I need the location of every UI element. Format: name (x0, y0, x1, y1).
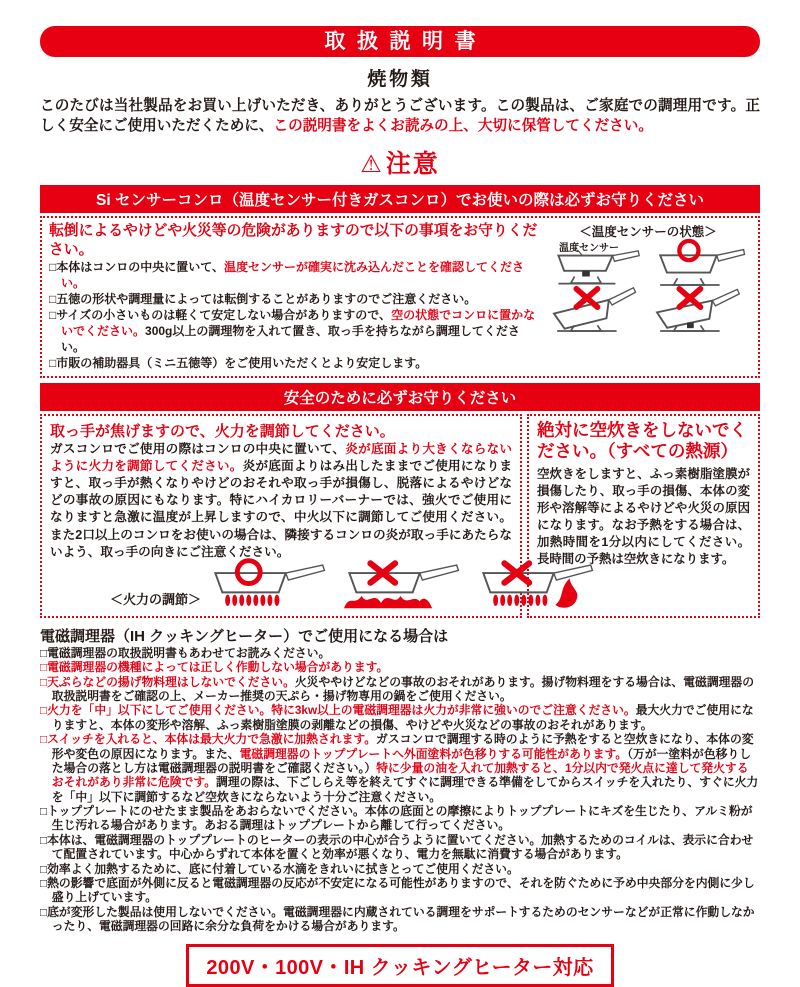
ih-checklist (40, 646, 760, 934)
flame-adjust-paragraph (50, 441, 512, 561)
instruction-item (49, 292, 539, 308)
pan-flame-too-big-icon (337, 562, 469, 614)
instruction-item (49, 356, 539, 372)
flame-adjust-figure (110, 562, 512, 614)
text-segment: 300g以上の調理物を入れて置き、取っ手を持ちながら調理してください。 (61, 324, 520, 355)
text-segment: □サイズの小さいものは軽くて安定しない場合がありますので、 (49, 308, 392, 323)
text-segment: □本体はコンロの中央に置いて、 (49, 260, 225, 275)
instruction-item (40, 905, 760, 934)
sensor-pan-labeled (545, 240, 648, 286)
pan-tilted-ng-icon (648, 286, 750, 332)
product-type-heading: 焼物類 (367, 69, 433, 91)
instruction-item (40, 646, 760, 660)
sensor-pan-tilted-ng-1 (545, 286, 648, 332)
text-segment: □火力を「中」以下にしてご使用ください。特に3kw以上の電磁調理器は火力が非常に強いのでご注意ください。 (40, 703, 636, 718)
text-segment: 炎が底面よりはみ出したままでご使用になりますと、取っ手が熱くなりやけどのおそれや取っ手が損傷し、脱落によるやけどなどの事故の原因にもなります。特にハイカロリーバーナーでは、強火でご使用になりますと急激に温度が上昇しますので、中火以下に調節してご使用ください。また2口以上のコンロをお使いの場合は、隣接するコンロの炎が取っ手にあたらないよう、取っ手の向きにご注意ください。 (50, 459, 513, 559)
text-segment: 特に少量の油を入れて加熱すると、1分以内で発火点に達して発火するおそれがあり非常に危険です。 (51, 760, 749, 790)
sensor-state-grid (545, 240, 751, 332)
warning-triangle-icon: ⚠ (360, 150, 384, 178)
text-segment: （万が一塗料が色移りした場合の落とし方は電磁調理器の説明書をご確認ください。） (51, 746, 752, 775)
flame-figure-label: ＜火力の調節＞ (110, 591, 202, 607)
handle-scorch-heading: 取っ手が焦げますので、火力を調節してください。 (50, 422, 395, 440)
instruction-item (40, 833, 760, 862)
pan-with-sensor-icon (545, 248, 645, 286)
text-segment: □天ぷらなどの揚げ物料理はしないでください。 (40, 674, 295, 689)
text-segment: 炎が底面より大きくならないように火力を調節してください。 (50, 441, 513, 474)
text-segment: □市販の補助器具（ミニ五徳等）をご使用いただくとより安定します。 (49, 355, 428, 370)
flame-adjust-box (40, 414, 522, 618)
no-dry-heating-body: 空炊きをしますと、ふっ素樹脂塗膜が損傷したり、取っ手の損傷、本体の変形や溶解等によるやけどや火災の原因になります。なお予熱をする場合は、加熱時間を1分以内にしてください。長時間の予熱は空炊きになります。 (537, 466, 750, 567)
text-segment: 電磁調理器のトッププレートへ外面塗料が色移りする可能性があります。 (239, 746, 628, 761)
si-sensor-checklist (49, 260, 539, 372)
caution-heading (40, 144, 760, 180)
compatibility-badge: 200V・100V・IH クッキングヒーター対応 (186, 944, 613, 987)
text-segment: □電磁調理器の取扱説明書もあわせてお読みください。 (40, 645, 331, 660)
text-segment: □本体は、電磁調理器のトッププレートのヒーターの表示の中心が合うように置いてください。加熱するためのコイルは、表示に合わせて配置されています。中心からずれて本体を置くと効率が悪くなり、電力を無駄に消費する場合があります。 (40, 832, 754, 862)
si-sensor-box (40, 216, 760, 378)
sensor-pan-tilted-ng-2 (648, 286, 751, 332)
ng-mark-icon (576, 289, 597, 307)
instruction-item (40, 732, 760, 804)
instruction-item (40, 703, 760, 732)
instruction-item (40, 675, 760, 704)
instruction-item (40, 862, 760, 876)
intro-paragraph (40, 97, 760, 137)
text-segment: 最大火力でご使用になりますと、本体の変形や溶解、ふっ素樹脂塗膜の剥離などの損傷、やけどや火災などの事故のおそれがあります。 (51, 703, 754, 732)
text-segment: 空の状態でコンロに置かないでください。 (61, 308, 536, 339)
sensor-figure-title: ＜温度センサーの状態＞ (579, 224, 717, 239)
text-segment: 調理の際は、下ごしらえ等を終えてすぐに調理できる準備をしてからスイッチを入れたり、すぐに火力を「中」以下に調節するなど空炊きにならないよう十分ご注意ください。 (51, 775, 759, 804)
text-segment: ガスコンロで調理する時のように予熱をすると空炊きになり、本体の変形や変色の原因になります。また、 (51, 732, 754, 761)
safety-banner: 安全のために必ずお守りください (40, 383, 760, 411)
text-segment: ガスコンロでご使用の際はコンロの中央に置いて、 (50, 441, 346, 456)
page-title: 取扱説明書 (40, 26, 760, 57)
no-dry-heating-heading: 絶対に空炊きをしないでください。（すべての熱源） (537, 419, 747, 462)
sensor-pan-ok (648, 240, 751, 286)
caution-label: 注意 (385, 149, 440, 178)
tipover-warning-heading: 転倒によるやけどや火災等の危険がありますので以下の事項をお守りください。 (49, 222, 538, 259)
instruction-item (40, 660, 760, 674)
intro-text-black: このたびは当社製品をお買い上げいただき、ありがとうございます。この製品は、ご家庭での調理用です。正しく安全にご使用いただくために、 (40, 98, 760, 134)
instruction-item (40, 876, 760, 905)
text-segment: 火災ややけどなどの事故のおそれがあります。揚げ物料理をする場合は、電磁調理器の取扱説明書をご確認の上、メーカー推奨の天ぷら・揚げ物専用の鍋をご使用ください。 (51, 674, 755, 703)
instruction-item (49, 308, 539, 356)
large-flames-icon (344, 596, 432, 608)
pan-flame-ok-icon (203, 562, 335, 614)
pan-tilted-ng-icon (545, 286, 647, 332)
text-segment: □底が変形した製品は使用しないでください。電磁調理器に内蔵されている調理をサポートするためのセンサーなどが正常に作動しなかったり、電磁調理器の回路に余分な負荷をかける場合があります。 (40, 904, 755, 934)
text-segment: □トッププレートにのせたまま製品をあおらないでください。本体の底面との摩擦によりトッププレートにキズを生じたり、アルミ粉が生じ汚れる場合があります。あおる調理はトッププレートから離して行ってください。 (40, 804, 753, 833)
instruction-item (40, 804, 760, 833)
text-segment: □五徳の形状や調理量によっては転倒することがありますのでご注意ください。 (49, 292, 477, 307)
text-segment: □効率よく加熱するために、底に付着している水滴をきれいに拭きとってご使用ください。 (40, 861, 519, 876)
text-segment: 温度センサーが確実に沈み込んだことを確認してください。 (61, 260, 525, 291)
text-segment: □スイッチを入れると、本体は最大火力で急激に加熱されます。 (40, 732, 377, 747)
si-sensor-text-column (49, 222, 539, 372)
safety-row (40, 414, 760, 618)
sensor-label: 温度センサー (559, 242, 619, 254)
ih-heading: 電磁調理器（IH クッキングヒーター）でご使用になる場合は (40, 627, 449, 645)
ih-section (40, 625, 760, 934)
small-flames-icon (225, 594, 279, 605)
pan-level-ok-icon (648, 240, 750, 286)
text-segment: □電磁調理器の機種によっては正しく作動しない場合があります。 (40, 660, 389, 675)
temperature-sensor-figure (545, 222, 751, 372)
text-segment: □熱の影響で底面が外側に反ると電磁調理器の反応が不安定になる可能性がありますので、それを防ぐために予め中央部分を内側に少し盛り上げています。 (40, 876, 755, 905)
si-sensor-banner: Si センサーコンロ（温度センサー付きガスコンロ）でお使いの際は必ずお守りください (40, 185, 760, 213)
no-dry-heating-box (527, 414, 760, 618)
ng-mark-icon (679, 289, 700, 307)
instruction-item (49, 260, 539, 292)
intro-text-red: この説明書をよくお読みの上、大切に保管してください。 (273, 117, 653, 134)
